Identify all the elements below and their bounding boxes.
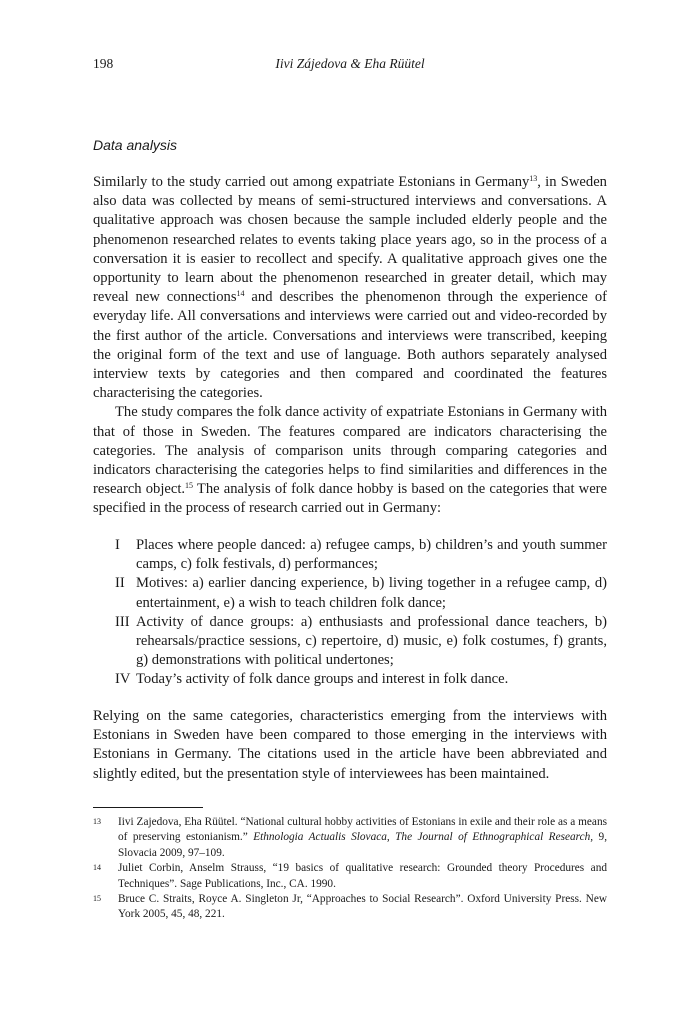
list-item: III Activity of dance groups: a) enthusiasts and professional dance teachers, b) rehearsals/practice sessions, c) repertoire, d) music, e) folk costumes, f) grants, g) demonstrations with political undertones; [115,613,607,669]
footnote: 13 Iivi Zajedova, Eha Rüütel. “National cultural hobby activities of Estonians in exile and their role as a means of preserving estonianism.” Ethnologia Actualis Slovaca, The Journal of Ethnographical Research, 9, Slovacia 2009, 97–109. [93,816,608,859]
footnote-number: 15 [93,894,101,904]
footnote: 15 Bruce C. Straits, Royce A. Singleton Jr, “Approaches to Social Research”. Oxford University Press. New York 2005, 45, 48, 221. [93,893,607,921]
footnote-number: 13 [93,817,101,826]
paragraph: Relying on the same categories, characteristics emerging from the interviews with Estonians in Sweden have been compared to those emerging in the interviews with Estonians in Germany. The citations used in the article have been abbreviated and slightly edited, but the presentation style of interviewees has been maintained. [93,708,607,782]
body-text [93,173,607,519]
page-number: 198 [93,56,114,71]
footnote-ref[interactable]: 14 [236,289,245,299]
category-list [93,536,607,690]
page-header [93,56,607,76]
footnote-ref[interactable]: 15 [185,481,194,491]
list-item: II Motives: a) earlier dancing experience, b) living together in a refugee camp, d) entertainment, e) a wish to teach children folk dance; [115,575,607,611]
section-title: Data analysis [93,137,178,153]
footnotes [93,815,607,923]
list-number: I [115,537,120,553]
paragraph: The study compares the folk dance activity of expatriate Estonians in Germany with that of those in Sweden. The features compared are indicators characterising the categories. The analysis of comparison units through comparing categories and indicators characterising the categories helps to find similarities and differences in the research object.$^{15}$ The analysis of folk dance hobby is based on the categories that were specified in the process of research carried out in Germany: [93,404,608,517]
list-item: I Places where people danced: a) refugee camps, b) children’s and youth summer camps, c) folk festivals, d) performances; [115,537,607,573]
list-number: II [115,575,125,592]
footnote: 14 Juliet Corbin, Anselm Strauss, “19 basics of qualitative research: Grounded theory Procedures and Techniques”. Sage Publications, Inc., CA. 1990. [93,862,607,890]
list-number: III [115,613,130,630]
footnote-ref[interactable]: 13 [529,174,538,183]
paragraph: Similarly to the study carried out among expatriate Estonians in Germany$^{13}$, in Sweden also data was collected by means of semi-structured interviews and conversations. A qualitative approach was chosen because the sample included elderly people and the phenomenon researched relates to events taking place years ago, so in the process of a conversation it is easier to recollect and specify. A qualitative approach gives one the opportunity to learn about the phenomenon researched in greater detail, which may reveal new connections$^{14}$ and describes the phenomenon through the experience of everyday life. All conversations and interviews were carried out and video-recorded by the first author of the article. Conversations and interviews were transcribed, keeping the original form of the text and use of language. Both authors separately analysed interview texts by categories and then compared and coordinated the features characterising the categories. [93,174,607,402]
footnote-divider [93,807,203,808]
body-text-continued [93,707,607,784]
list-number: IV [115,671,131,688]
footnote-number: 14 [93,863,101,873]
list-item: IV Today’s activity of folk dance groups and interest in folk dance. [93,670,607,689]
running-title: Iivi Zájedova & Eha Rüütel [275,56,425,71]
